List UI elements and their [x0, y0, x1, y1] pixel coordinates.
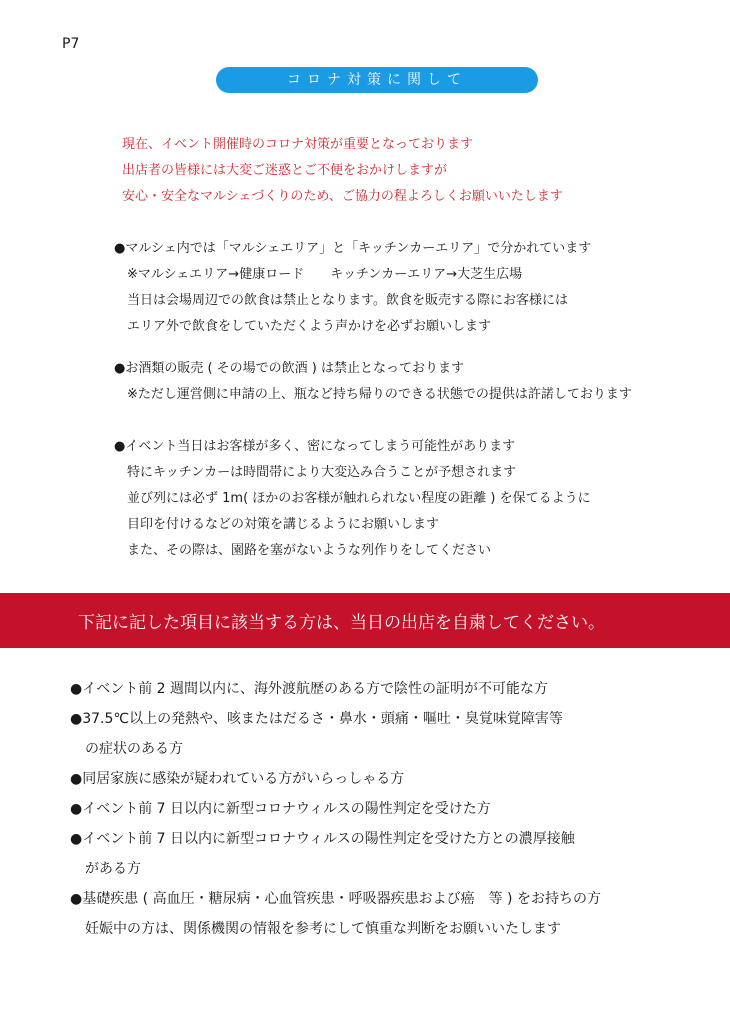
- warning-banner: [0, 593, 730, 648]
- page-number: P7: [62, 36, 80, 52]
- condition-pregnancy: 妊娠中の方は、関係機関の情報を参考にして慎重な判断をお願いいたします: [85, 921, 561, 937]
- areas-section: [114, 236, 591, 340]
- areas-eating-line: 当日は会場周辺での飲食は禁止となります。飲食を販売する際にお客様には: [127, 293, 568, 308]
- condition-fever: ●37.5℃以上の発熱や、咳またはだるさ・鼻水・頭痛・嘔吐・臭覚味覚障害等: [70, 711, 563, 727]
- crowding-line: 目印を付けるなどの対策を講じるようにお願いします: [127, 517, 440, 532]
- condition-contact-cont: がある方: [85, 861, 141, 877]
- alcohol-heading: ●お酒類の販売 ( その場での飲酒 ) は禁止となっております: [114, 361, 465, 376]
- areas-detail: ※マルシェエリア→健康ロード キッチンカーエリア→大芝生広場: [127, 267, 523, 282]
- crowding-line: 並び列には必ず 1m( ほかのお客様が触れられない程度の距離 ) を保てるように: [127, 491, 591, 506]
- crowding-line: 特にキッチンカーは時間帯により大変込み合うことが予想されます: [127, 465, 517, 480]
- crowding-section: [114, 434, 591, 564]
- condition-fever-cont: の症状のある方: [85, 741, 183, 757]
- intro-line: 現在、イベント開催時のコロナ対策が重要となっております: [122, 137, 474, 152]
- areas-heading: ●マルシェ内では「マルシェエリア」と「キッチンカーエリア」で分かれています: [114, 241, 592, 256]
- crowding-heading: ●イベント当日はお客様が多く、密になってしまう可能性があります: [114, 439, 516, 454]
- conditions-list: [70, 674, 601, 944]
- condition-family: ●同居家族に感染が疑われている方がいらっしゃる方: [70, 771, 405, 787]
- condition-contact: ●イベント前 7 日以内に新型コロナウィルスの陽性判定を受けた方との濃厚接触: [70, 831, 575, 847]
- intro-line: 安心・安全なマルシェづくりのため、ご協力の程よろしくお願いいたします: [122, 189, 563, 204]
- section-title-pill: コロナ対策に関して: [216, 67, 538, 93]
- banner-text: 下記に記した項目に該当する方は、当日の出店を自粛してください。: [78, 613, 605, 633]
- condition-travel: ●イベント前 2 週間以内に、海外渡航歴のある方で陰性の証明が不可能な方: [70, 681, 549, 697]
- condition-positive: ●イベント前 7 日以内に新型コロナウィルスの陽性判定を受けた方: [70, 801, 491, 817]
- crowding-line: また、その際は、園路を塞がないような列作りをしてください: [127, 543, 492, 558]
- areas-eating-line: エリア外で飲食をしていただくよう声かけを必ずお願いします: [127, 319, 492, 334]
- alcohol-note: ※ただし運営側に申請の上、瓶など持ち帰りのできる状態での提供は許諾しております: [127, 387, 632, 402]
- alcohol-section: [114, 356, 632, 408]
- intro-line: 出店者の皆様には大変ご迷惑とご不便をおかけしますが: [122, 163, 448, 178]
- condition-disease: ●基礎疾患 ( 高血圧・糖尿病・心血管疾患・呼吸器疾患および癌 等 ) をお持ちの方: [70, 891, 601, 907]
- intro-notice: [122, 132, 563, 210]
